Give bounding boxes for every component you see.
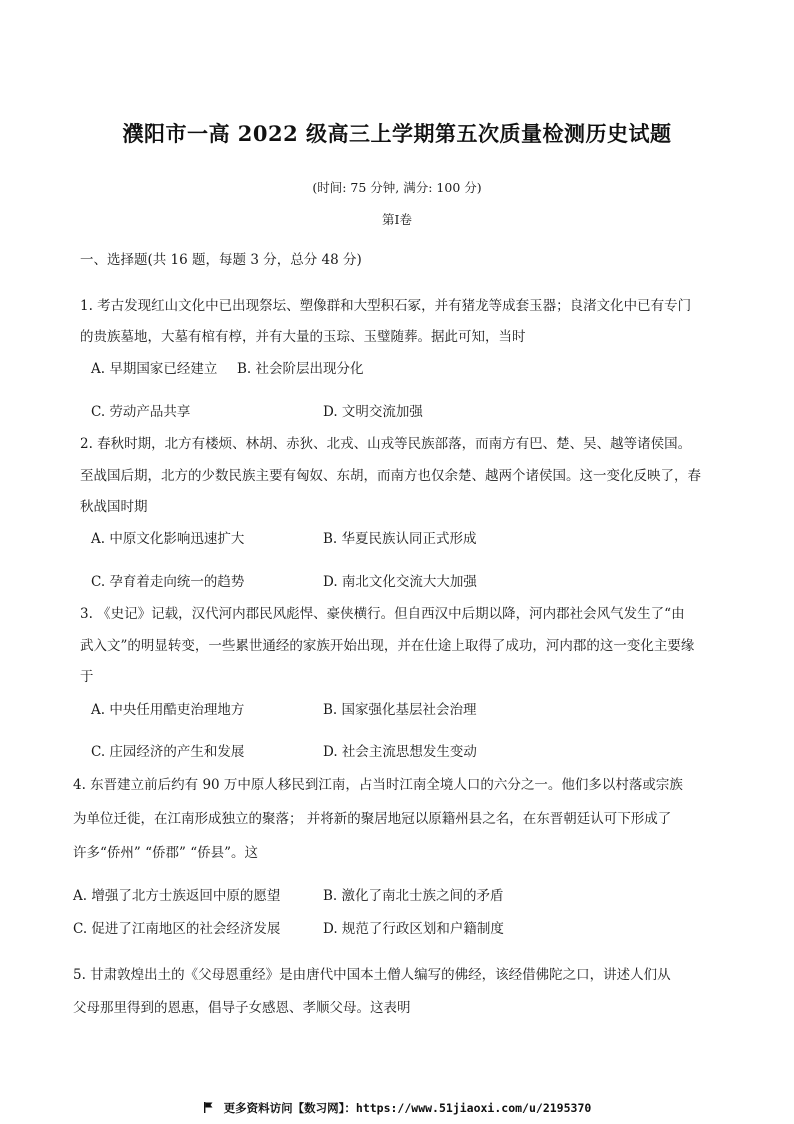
question-2-option-b: B. 华夏民族认同正式形成: [323, 531, 477, 547]
question-1-option-b: B. 社会阶层出现分化: [237, 361, 364, 377]
question-1-option-a: A. 早期国家已经建立: [91, 361, 218, 377]
question-2-line-2: 至战国后期，北方的少数民族主要有匈奴、东胡，而南方也仅余楚、越两个诸侯国。这一变化反映了，春: [80, 468, 701, 484]
question-5-line-2: 父母那里得到的恩惠，倡导子女感恩、孝顺父母。这表明: [73, 1000, 411, 1016]
question-2-option-d: D. 南北文化交流大大加强: [323, 574, 477, 590]
question-1-option-c: C. 劳动产品共享: [91, 404, 191, 420]
exam-title: 濮阳市一高 2022 级高三上学期第五次质量检测历史试题: [122, 121, 672, 146]
question-3-option-d: D. 社会主流思想发生变动: [323, 744, 477, 760]
question-2-option-a: A. 中原文化影响迅速扩大: [91, 531, 245, 547]
question-3-option-a: A. 中央任用酷吏治理地方: [91, 702, 245, 718]
question-1-line-2: 的贵族墓地，大墓有棺有椁，并有大量的玉琮、玉璧随葬。据此可知，当时: [80, 329, 526, 345]
question-4-option-b: B. 激化了南北士族之间的矛盾: [323, 888, 504, 904]
question-3-option-b: B. 国家强化基层社会治理: [323, 702, 477, 718]
question-3-line-1: 3. 《史记》记载，汉代河内郡民风彪悍、豪侠横行。但自西汉中后期以降，河内郡社会风气发生了“由: [80, 606, 685, 622]
question-1-line-1: 1. 考古发现红山文化中已出现祭坛、塑像群和大型积石冢，并有猪龙等成套玉器；良渚文化中已有专门: [80, 298, 692, 314]
question-4-option-a: A. 增强了北方士族返回中原的愿望: [73, 888, 281, 904]
question-5-line-1: 5. 甘肃敦煌出土的《父母恩重经》是由唐代中国本土僧人编写的佛经，该经借佛陀之口，讲述人们从: [73, 967, 671, 983]
question-4-option-d: D. 规范了行政区划和户籍制度: [323, 921, 504, 937]
question-2-line-1: 2. 春秋时期，北方有楼烦、林胡、赤狄、北戎、山戎等民族部落，而南方有巴、楚、吴、越等诸侯国。: [80, 436, 692, 452]
question-4-line-3: 许多“侨州” “侨郡” “侨县”。这: [73, 845, 258, 861]
section-heading: 一、选择题(共 16 题，每题 3 分，总分 48 分): [80, 252, 362, 268]
time-info: (时间: 75 分钟, 满分: 100 分): [312, 180, 482, 195]
question-4-line-2: 为单位迁徙，在江南形成独立的聚落； 并将新的聚居地冠以原籍州县之名，在东晋朝廷认可下形成了: [73, 811, 672, 827]
question-2-line-3: 秋战国时期: [80, 499, 148, 515]
question-3-option-c: C. 庄园经济的产生和发展: [91, 744, 245, 760]
footer: [0, 1100, 794, 1116]
question-4-line-1: 4. 东晋建立前后约有 90 万中原人移民到江南，占当时江南全境人口的六分之一。他们多以村落或宗族: [73, 777, 683, 793]
question-3-line-3: 于: [80, 669, 94, 685]
question-3-line-2: 武入文”的明显转变，一些累世通经的家族开始出现，并在仕途上取得了成功，河内郡的这一变化主要缘: [80, 638, 695, 654]
question-4-option-c: C. 促进了江南地区的社会经济发展: [73, 921, 281, 937]
footer-link-text[interactable]: 更多资料访问【数习网】：https://www.51jiaoxi.com/u/2195370: [223, 1101, 592, 1115]
flag-icon: [203, 1102, 213, 1116]
volume-label: 第Ⅰ卷: [382, 212, 412, 227]
question-2-option-c: C. 孕育着走向统一的趋势: [91, 574, 245, 590]
question-1-option-d: D. 文明交流加强: [323, 404, 423, 420]
